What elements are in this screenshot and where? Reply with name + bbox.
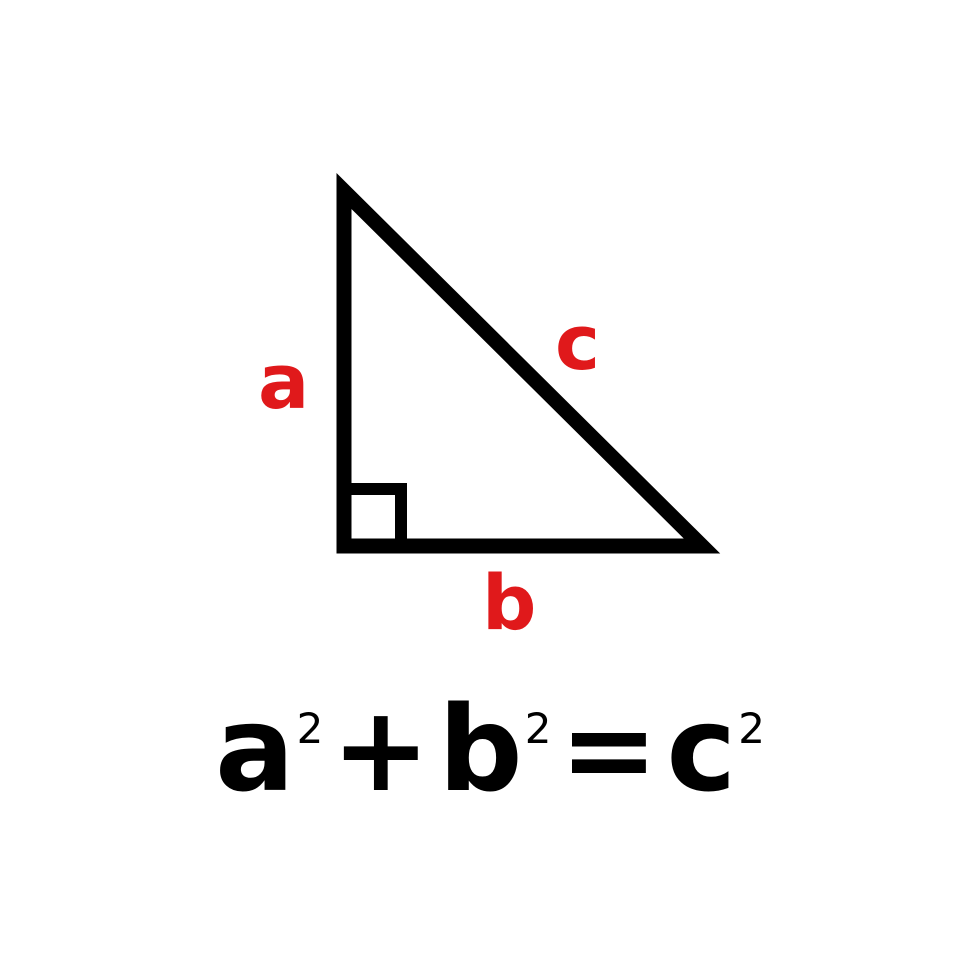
side-c-label: c [555,298,601,387]
term-b-base: b [438,680,523,818]
equation-term-b [438,680,552,818]
equals-sign: = [559,680,659,818]
term-c-exponent: 2 [738,704,765,753]
equation-term-a [214,680,324,818]
term-b-exponent: 2 [524,704,552,753]
pythagorean-equation [0,680,980,818]
term-a-base: a [214,680,295,818]
plus-sign: + [331,680,431,818]
term-a-exponent: 2 [296,704,324,753]
term-c-base: c [666,680,737,818]
side-a-label: a [258,337,310,426]
side-b-label: b [482,558,537,647]
equation-term-c [666,680,765,818]
right-angle-marker [344,489,401,546]
